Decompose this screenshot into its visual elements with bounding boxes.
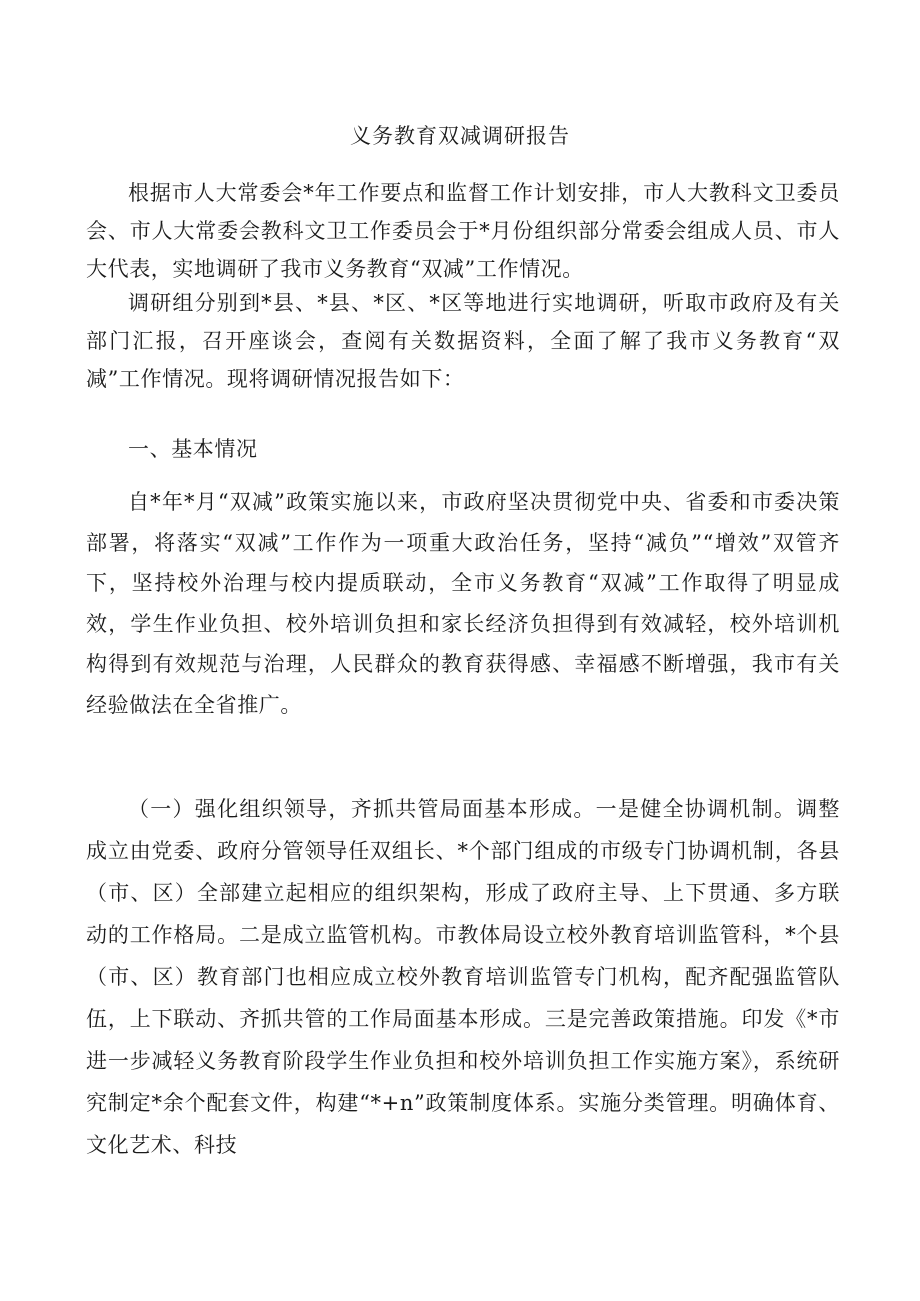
document-title: 义务教育双减调研报告 xyxy=(350,124,570,148)
point-one-paragraph: （一）强化组织领导，齐抓共管局面基本形成。一是健全协调机制。调整成立由党委、政府分管领导任双组长、*个部门组成的市级专门协调机制，各县（市、区）全部建立起相应的组织架构，形成了政府主导、上下贯通、多方联动的工作格局。二是成立监管机构。市教体局设立校外教育培训监管科，*个县（市、区）教育部门也相应成立校外教育培训监管专门机构，配齐配强监管队伍，上下联动、齐抓共管的工作局面基本形成。三是完善政策措施。印发《*市进一步减轻义务教育阶段学生作业负担和校外培训负担工作实施方案》，系统研究制定*余个配套文件，构建“*+n”政策制度体系。实施分类管理。明确体育、文化艺术、科技 xyxy=(86,797,840,1157)
overview-paragraph: 自*年*月“双减”政策实施以来，市政府坚决贯彻党中央、省委和市委决策部署，将落实“双减”工作作为一项重大政治任务，坚持“减负”“增效”双管齐下，坚持校外治理与校内提质联动，全市义务教育“双减”工作取得了明显成效，学生作业负担、校外培训负担和家长经济负担得到有效减轻，校外培训机构得到有效规范与治理，人民群众的教育获得感、幸福感不断增强，我市有关经验做法在全省推广。 xyxy=(86,490,840,717)
section-heading: 一、基本情况 xyxy=(128,437,258,461)
intro-paragraph: 根据市人大常委会*年工作要点和监督工作计划安排，市人大教科文卫委员会、市人大常委会教科文卫工作委员会于*月份组织部分常委会组成人员、市人大代表，实地调研了我市义务教育“双减”工作情况。 xyxy=(86,181,840,281)
method-paragraph: 调研组分别到*县、*县、*区、*区等地进行实地调研，听取市政府及有关部门汇报，召开座谈会，查阅有关数据资料，全面了解了我市义务教育“双减”工作情况。现将调研情况报告如下： xyxy=(86,291,840,391)
